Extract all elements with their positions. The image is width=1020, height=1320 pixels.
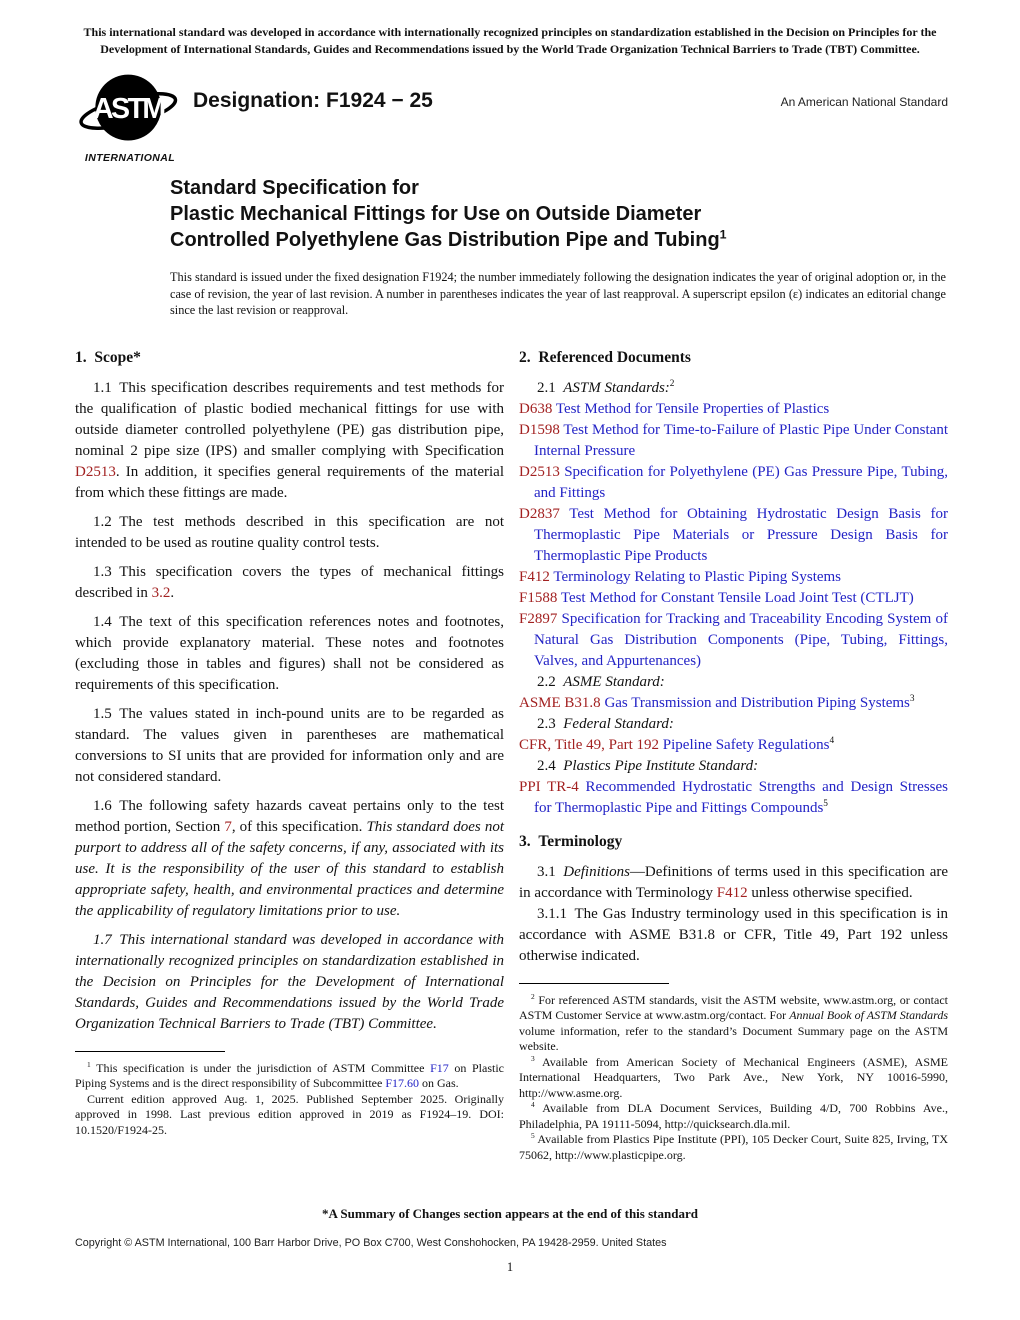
paragraph-1-4 xyxy=(75,612,504,696)
text-segment: 1.2 The test methods described in this specification are not intended to be used as routine quality control tests. xyxy=(75,513,504,551)
text-segment: 1.6 The following safety hazards caveat pertains only to the test method portion, Section xyxy=(75,797,504,835)
text-segment: 3.1.1 The Gas Industry terminology used in this specification is in accordance with ASME B31.8 or CFR, Title 49, Part 192 unless otherwise indicated. xyxy=(519,905,948,964)
text-segment: 3 xyxy=(909,693,915,704)
tbt-notice: This international standard was developed in accordance with internationally recognized principles on standardization established in the Decision on Principles for the Development of International Standards, Guides and Recommendations issued by the World Trade Organization Technical Barriers to Trade (TBT) Committee. xyxy=(83,25,937,56)
reference-item xyxy=(519,777,948,819)
right-column xyxy=(519,347,948,1164)
text-segment: 1.1 This specification describes requirements and test methods for the qualification of plastic bodied mechanical fittings for use with outside diameter controlled polyethylene (PE) gas distribution pipe, nominal 2 pipe size (IPS) and smaller complying with Specification xyxy=(75,379,504,459)
document-header xyxy=(75,71,948,167)
text-segment: —Definitions of terms used in this specification are in accordance with Terminology xyxy=(519,863,948,901)
issuing-note: This standard is issued under the fixed designation F1924; the number immediately following the designation indicates the year of original adoption or, in the case of revision, the year of last revision. A number in parentheses indicates the year of last reapproval. A superscript epsilon (ε) indicates an editorial change since the last revision or reapproval. xyxy=(170,270,946,317)
text-segment: 1.3 This specification covers the types of mechanical fittings described in xyxy=(75,563,504,601)
subsection-2-1 xyxy=(519,378,948,399)
cross-reference-link[interactable]: F17.60 xyxy=(385,1076,419,1090)
text-segment: , of this specification. xyxy=(231,818,367,835)
astm-logo-mark xyxy=(78,69,182,153)
cross-reference-link[interactable]: 7 xyxy=(224,818,232,835)
cross-reference-link[interactable]: Test Method for Tensile Properties of Plastics xyxy=(552,400,830,417)
cross-reference-link[interactable]: Pipeline Safety Regulations xyxy=(659,736,830,753)
page-footer xyxy=(0,1206,1020,1275)
reference-item xyxy=(519,735,948,756)
astm-logo-international: INTERNATIONAL xyxy=(84,152,176,164)
cross-reference-link[interactable]: Specification for Polyethylene (PE) Gas Pressure Pipe, Tubing, and Fittings xyxy=(534,463,948,501)
title-line-2: Plastic Mechanical Fittings for Use on Outside Diameter xyxy=(170,203,702,225)
text-segment: . xyxy=(170,584,175,601)
section-3-heading: 3. Terminology xyxy=(519,832,623,850)
text-segment: Plastics Pipe Institute Standard: xyxy=(563,757,759,774)
text-segment: Available from Plastics Pipe Institute (PPI), 105 Decker Court, Suite 825, Irving, TX 75062, http://www.plasticpipe.org. xyxy=(519,1132,948,1162)
cross-reference-link[interactable]: 3.2 xyxy=(151,584,171,601)
text-segment: 4 xyxy=(829,735,835,746)
cross-reference-link[interactable]: D2837 xyxy=(519,505,560,522)
cross-reference-link[interactable]: Test Method for Time-to-Failure of Plastic Pipe Under Constant Internal Pressure xyxy=(534,421,948,459)
text-segment: 3 xyxy=(531,1053,535,1063)
reference-item xyxy=(519,399,948,420)
footnote-2 xyxy=(519,993,948,1055)
copyright-line: Copyright © ASTM International, 100 Barr Harbor Drive, PO Box C700, West Conshohocken, PA 19428-2959. United States xyxy=(75,1237,667,1249)
cross-reference-link[interactable]: Specification for Tracking and Traceability Encoding System of Natural Gas Distribution Components (Pipe, Tubing, Fittings, Valves, and Appurtenances) xyxy=(534,610,948,669)
paragraph-1-3 xyxy=(75,562,504,604)
cross-reference-link[interactable]: F412 xyxy=(519,568,550,585)
footnote-3 xyxy=(519,1055,948,1102)
text-segment: 2.2 xyxy=(537,673,564,690)
text-segment: ASME Standard: xyxy=(563,673,665,690)
text-segment: 1 xyxy=(719,227,727,242)
text-segment: on Gas. xyxy=(419,1076,459,1090)
paragraph-1-1 xyxy=(75,378,504,504)
document-title xyxy=(170,175,948,253)
footnote-1 xyxy=(75,1061,504,1092)
footnote-separator-right xyxy=(519,983,669,984)
paragraph-1-7 xyxy=(75,930,504,1035)
reference-item xyxy=(519,567,948,588)
text-segment: 2 xyxy=(669,378,675,389)
body-columns xyxy=(75,347,948,1164)
text-segment: Annual Book of ASTM Standards xyxy=(789,1008,948,1022)
reference-item xyxy=(519,420,948,462)
subsection-2-3 xyxy=(519,714,948,735)
text-segment: 4 xyxy=(531,1100,535,1109)
text-segment: This specification is under the jurisdiction of ASTM Committee xyxy=(90,1060,431,1075)
astm-logo xyxy=(75,69,185,164)
svg-text:ASTM: ASTM xyxy=(92,92,164,125)
text-segment: 1.5 The values stated in inch-pound units are to be regarded as standard. The values given in parentheses are mathematical conversions to SI units that are provided for information only and are not considered standard. xyxy=(75,705,504,785)
footnotes-right xyxy=(519,993,948,1164)
page-number: 1 xyxy=(506,1260,514,1274)
cross-reference-link[interactable]: F412 xyxy=(716,884,748,901)
text-segment: volume information, refer to the standard’s Document Summary page on the ASTM website. xyxy=(519,1023,948,1053)
summary-of-changes-note: *A Summary of Changes section appears at the end of this standard xyxy=(322,1206,698,1221)
text-segment: Current edition approved Aug. 1, 2025. Published September 2025. Originally approved in 1998. Last previous edition approved in 2019 as F1924–19. DOI: 10.1520/F1924-25. xyxy=(75,1091,504,1137)
cross-reference-link[interactable]: F1588 xyxy=(519,589,558,606)
footnote-5 xyxy=(519,1132,948,1163)
national-standard-note: An American National Standard xyxy=(780,95,948,109)
title-line-3 xyxy=(170,227,948,253)
left-column xyxy=(75,347,504,1164)
cross-reference-link[interactable]: D638 xyxy=(519,400,553,417)
reference-item xyxy=(519,693,948,714)
text-segment: 5 xyxy=(823,798,828,809)
text-segment: Definitions xyxy=(563,863,630,880)
cross-reference-link[interactable]: Gas Transmission and Distribution Piping Systems xyxy=(600,694,910,711)
cross-reference-link[interactable]: D1598 xyxy=(519,421,560,438)
cross-reference-link[interactable]: Test Method for Constant Tensile Load Joint Test (CTLJT) xyxy=(557,589,914,606)
text-segment: 1.7 This international standard was developed in accordance with internationally recognized principles on standardization established in the Decision on Principles for the Development of International Standards, Guides and Recommendations issued by the World Trade Organization Technical Barriers to Trade (TBT) Committee. xyxy=(75,931,504,1032)
cross-reference-link[interactable]: D2513 xyxy=(519,463,560,480)
section-1-heading: 1. Scope* xyxy=(75,348,141,366)
paragraph-1-2 xyxy=(75,512,504,554)
cross-reference-link[interactable]: F2897 xyxy=(519,610,558,627)
text-segment: Controlled Polyethylene Gas Distribution Pipe and Tubing xyxy=(170,229,720,251)
cross-reference-link[interactable]: CFR, Title 49, Part 192 xyxy=(519,736,660,753)
text-segment: on Plastic Piping Systems and is the direct responsibility of Subcommittee xyxy=(75,1060,505,1090)
subsection-2-4 xyxy=(519,756,948,777)
text-segment: This standard does not purport to address all of the safety concerns, if any, associated with its use. It is the responsibility of the user of this standard to establish appropriate safety, health, and environmental practices and determine the applicability of regulatory limitations prior to use. xyxy=(75,818,504,919)
footnote-4 xyxy=(519,1101,948,1132)
reference-item xyxy=(519,588,948,609)
paragraph-1-6 xyxy=(75,796,504,922)
title-line-1: Standard Specification for xyxy=(170,177,419,199)
text-segment: . In addition, it specifies general requirements of the material from which these fittings are made. xyxy=(75,463,504,501)
footnote-separator-left xyxy=(75,1051,225,1052)
paragraph-3-1 xyxy=(519,862,948,904)
text-segment: ASTM Standards: xyxy=(563,379,670,396)
reference-item xyxy=(519,462,948,504)
text-segment: 2.4 xyxy=(537,757,564,774)
cross-reference-link[interactable]: F17 xyxy=(430,1060,449,1075)
text-segment: 5 xyxy=(531,1131,535,1140)
cross-reference-link[interactable]: Test Method for Obtaining Hydrostatic Design Basis for Thermoplastic Pipe Materials or Pressure Design Basis for Thermoplastic Pipe Products xyxy=(534,505,948,564)
designation: Designation: F1924 − 25 xyxy=(193,89,433,112)
text-segment: For referenced ASTM standards, visit the ASTM website, www.astm.org, or contact ASTM Customer Service at www.astm.org/contact. For xyxy=(519,992,948,1022)
cross-reference-link[interactable]: D2513 xyxy=(75,463,116,480)
subsection-2-2 xyxy=(519,672,948,693)
text-segment: 2 xyxy=(531,991,535,1001)
text-segment: 1 xyxy=(87,1059,91,1069)
paragraph-3-1-1 xyxy=(519,904,948,967)
footnote-1-edition xyxy=(75,1092,504,1139)
text-segment: Available from DLA Document Services, Building 4/D, 700 Robbins Ave., Philadelphia, PA 19111-5094, http://quicksearch.dla.mil. xyxy=(519,1101,948,1131)
paragraph-1-5 xyxy=(75,704,504,788)
text-segment: 1.4 The text of this specification references notes and footnotes, which provide explanatory material. These notes and footnotes (excluding those in tables and figures) shall not be considered as requirements of this specification. xyxy=(75,613,504,693)
text-segment: 3.1 xyxy=(537,863,564,880)
footnotes-left xyxy=(75,1061,504,1139)
text-segment: Available from American Society of Mechanical Engineers (ASME), ASME International Headquarters, Two Park Ave., New York, NY 10016-5990, http://www.asme.org. xyxy=(519,1054,948,1100)
reference-item xyxy=(519,609,948,672)
text-segment: Federal Standard: xyxy=(563,715,674,732)
cross-reference-link[interactable]: Recommended Hydrostatic Strengths and Design Stresses for Thermoplastic Pipe and Fittings Compounds xyxy=(534,778,948,816)
text-segment: 2.1 xyxy=(537,379,564,396)
cross-reference-link[interactable]: Terminology Relating to Plastic Piping Systems xyxy=(549,568,842,585)
cross-reference-link[interactable]: PPI TR-4 xyxy=(519,778,579,795)
text-segment: unless otherwise specified. xyxy=(747,884,913,901)
section-2-heading: 2. Referenced Documents xyxy=(519,348,691,366)
reference-item xyxy=(519,504,948,567)
text-segment: 2.3 xyxy=(537,715,564,732)
cross-reference-link[interactable]: ASME B31.8 xyxy=(519,694,601,711)
